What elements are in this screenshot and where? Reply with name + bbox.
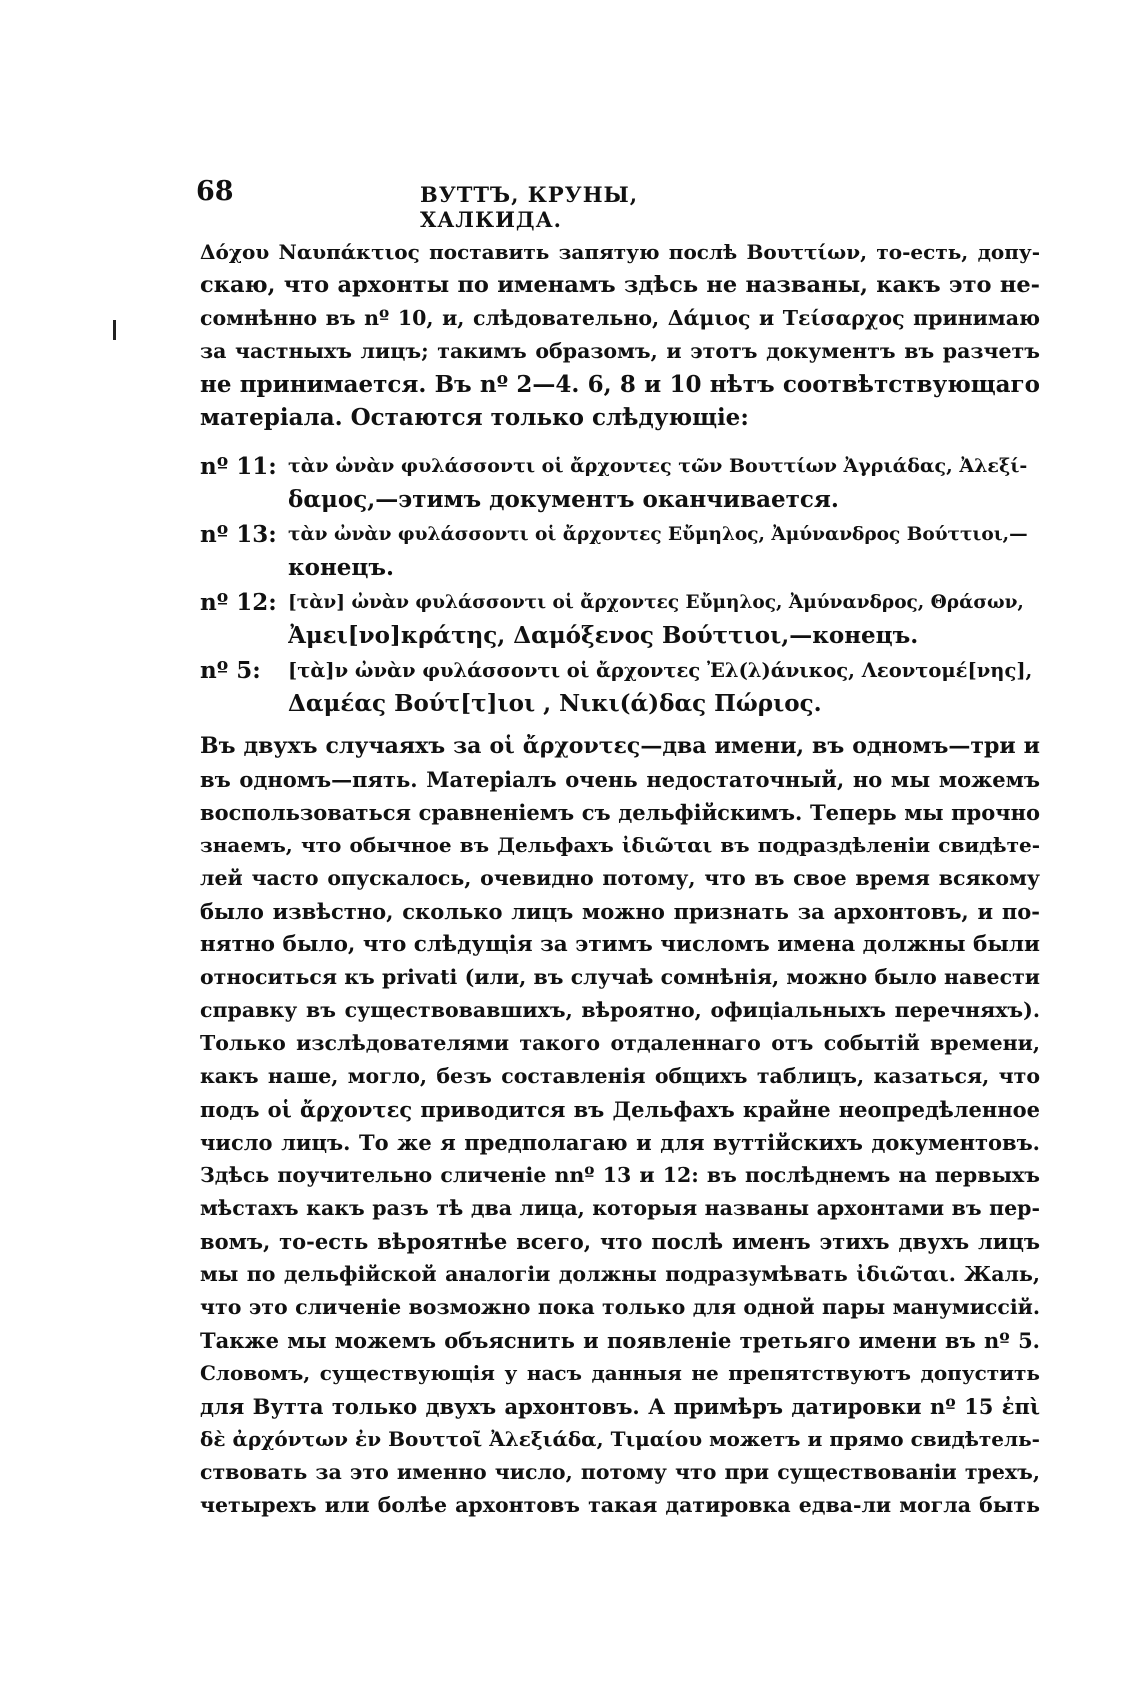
margin-mark: [113, 320, 116, 340]
text-line: для Вутта только двухъ архонтовъ. А примѣръ датировки nº 15 ἐπὶ: [200, 1394, 1040, 1419]
inscription-entry: [200, 450, 1040, 516]
text-line: вомъ, то-есть вѣроятнѣе всего, что послѣ именъ этихъ двухъ лицъ: [200, 1229, 1040, 1254]
text-line: число лицъ. То же я предполагаю и для вуттійскихъ документовъ.: [200, 1130, 1040, 1155]
text-line: не принимается. Въ nº 2—4. 6, 8 и 10 нѣтъ соотвѣтствующаго: [200, 371, 1040, 398]
text-line: Δόχου Ναυπάκτιος поставить запятую послѣ Βουττίων, то-есть, допу-: [200, 240, 1040, 264]
text-line: сомнѣнно въ nº 10, и, слѣдовательно, Δάμιος и Τείσαρχος принимаю: [200, 306, 1040, 330]
inscription-entry: [200, 654, 1040, 720]
text-line: мѣстахъ какъ разъ тѣ два лица, которыя названы архонтами въ пер-: [200, 1196, 1040, 1220]
text-line: Словомъ, существующія у насъ данныя не препятствуютъ допустить: [200, 1361, 1040, 1385]
text-line: δὲ ἀρχόντων ἐν Βουττοῖ Ἀλεξιάδα, Τιμαίου можетъ и прямо свидѣтель-: [200, 1427, 1040, 1451]
text-line: справку въ существовавшихъ, вѣроятно, офиціальныхъ перечняхъ).: [200, 998, 1040, 1022]
text-line: въ одномъ—пять. Матеріалъ очень недостаточный, но мы можемъ: [200, 767, 1040, 792]
inscription-entry: [200, 518, 1040, 584]
text-line: четырехъ или болѣе архонтовъ такая датировка едва-ли могла быть: [200, 1493, 1040, 1517]
text-line: знаемъ, что обычное въ Дельфахъ ἰδιῶται въ подраздѣленіи свидѣте-: [200, 833, 1040, 857]
entry-label: nº 11:: [200, 453, 277, 480]
inscription-entries: [200, 450, 1040, 720]
text-line: Только изслѣдователями такого отдаленнаго отъ событій времени,: [200, 1031, 1040, 1055]
text-line: воспользоваться сравненіемъ съ дельфійскимъ. Теперь мы прочно: [200, 800, 1040, 825]
text-line: мы по дельфійской аналогіи должны подразумѣвать ἰδιῶται. Жаль,: [200, 1262, 1040, 1286]
text-line: лей часто опускалось, очевидно потому, что въ свое время всякому: [200, 866, 1040, 890]
text-line: было извѣстно, сколько лицъ можно признать за архонтовъ, и по-: [200, 899, 1040, 924]
text-line: ствовать за это именно число, потому что при существованіи трехъ,: [200, 1460, 1040, 1484]
text-line: какъ наше, могло, безъ составленія общихъ таблицъ, казаться, что: [200, 1064, 1040, 1088]
page-number: 68: [196, 176, 234, 207]
text-line: матеріала. Остаются только слѣдующіе:: [200, 404, 749, 431]
entry-line: δαμος,—этимъ документъ оканчивается.: [288, 486, 839, 513]
text-line: подъ οἱ ἄρχοντες приводится въ Дельфахъ крайне неопредѣленное: [200, 1097, 1040, 1122]
entry-line: [τὰν] ὠνὰν φυλάσσοντι οἱ ἄρχοντες Εὔμηλος, Ἀμύνανδρος, Θράσων,: [288, 592, 1024, 613]
text-line: Также мы можемъ объяснить и появленіе третьяго имени въ nº 5.: [200, 1328, 1040, 1353]
text-line: Въ двухъ случаяхъ за οἱ ἄρχοντες—два имени, въ одномъ—три и: [200, 733, 1040, 759]
paragraph-2: [200, 730, 1040, 1522]
text-line: что это сличеніе возможно пока только для одной пары манумиссій.: [200, 1295, 1040, 1319]
inscription-entry: [200, 586, 1040, 652]
entry-line: τὰν ὠνὰν φυλάσσοντι οἱ ἄρχοντες τῶν Βουττίων Ἀγριάδας, Ἀλεξί-: [288, 455, 1028, 477]
text-line: нятно было, что слѣдущія за этимъ числомъ имена должны были: [200, 932, 1040, 957]
text-line: Здѣсь поучительно сличеніе nnº 13 и 12: въ послѣднемъ на первыхъ: [200, 1163, 1040, 1187]
entry-label: nº 13:: [200, 521, 277, 548]
entry-label: nº 5:: [200, 657, 261, 684]
running-head: ВУТТЪ, КРУНЫ, ХАЛКИДА.: [420, 182, 639, 232]
entry-line: Ἀμει[νο]κράτης, Δαμόξενος Βούττιοι,—конецъ.: [288, 622, 919, 649]
entry-label: nº 12:: [200, 589, 277, 616]
paragraph-1: [200, 236, 1040, 434]
text-line: относиться къ privati (или, въ случаѣ сомнѣнія, можно было навести: [200, 965, 1040, 989]
entry-line: конецъ.: [288, 554, 395, 581]
entry-line: [τὰ]ν ὠνὰν φυλάσσοντι οἱ ἄρχοντες Ἐλ(λ)άνικος, Λεοντομέ[νης],: [288, 659, 1033, 682]
text-line: скаю, что архонты по именамъ здѣсь не названы, какъ это не-: [200, 272, 1040, 298]
entry-line: τὰν ὠνὰν φυλάσσοντι οἱ ἄρχοντες Εὔμηλος, Ἀμύνανδρος Βούττιοι,—: [288, 524, 1028, 545]
text-line: за частныхъ лицъ; такимъ образомъ, и этотъ документъ въ разчетъ: [200, 339, 1040, 363]
entry-line: Δαμέας Βούτ[τ]ιοι , Νικι(ά)δας Πώριος.: [288, 690, 822, 717]
